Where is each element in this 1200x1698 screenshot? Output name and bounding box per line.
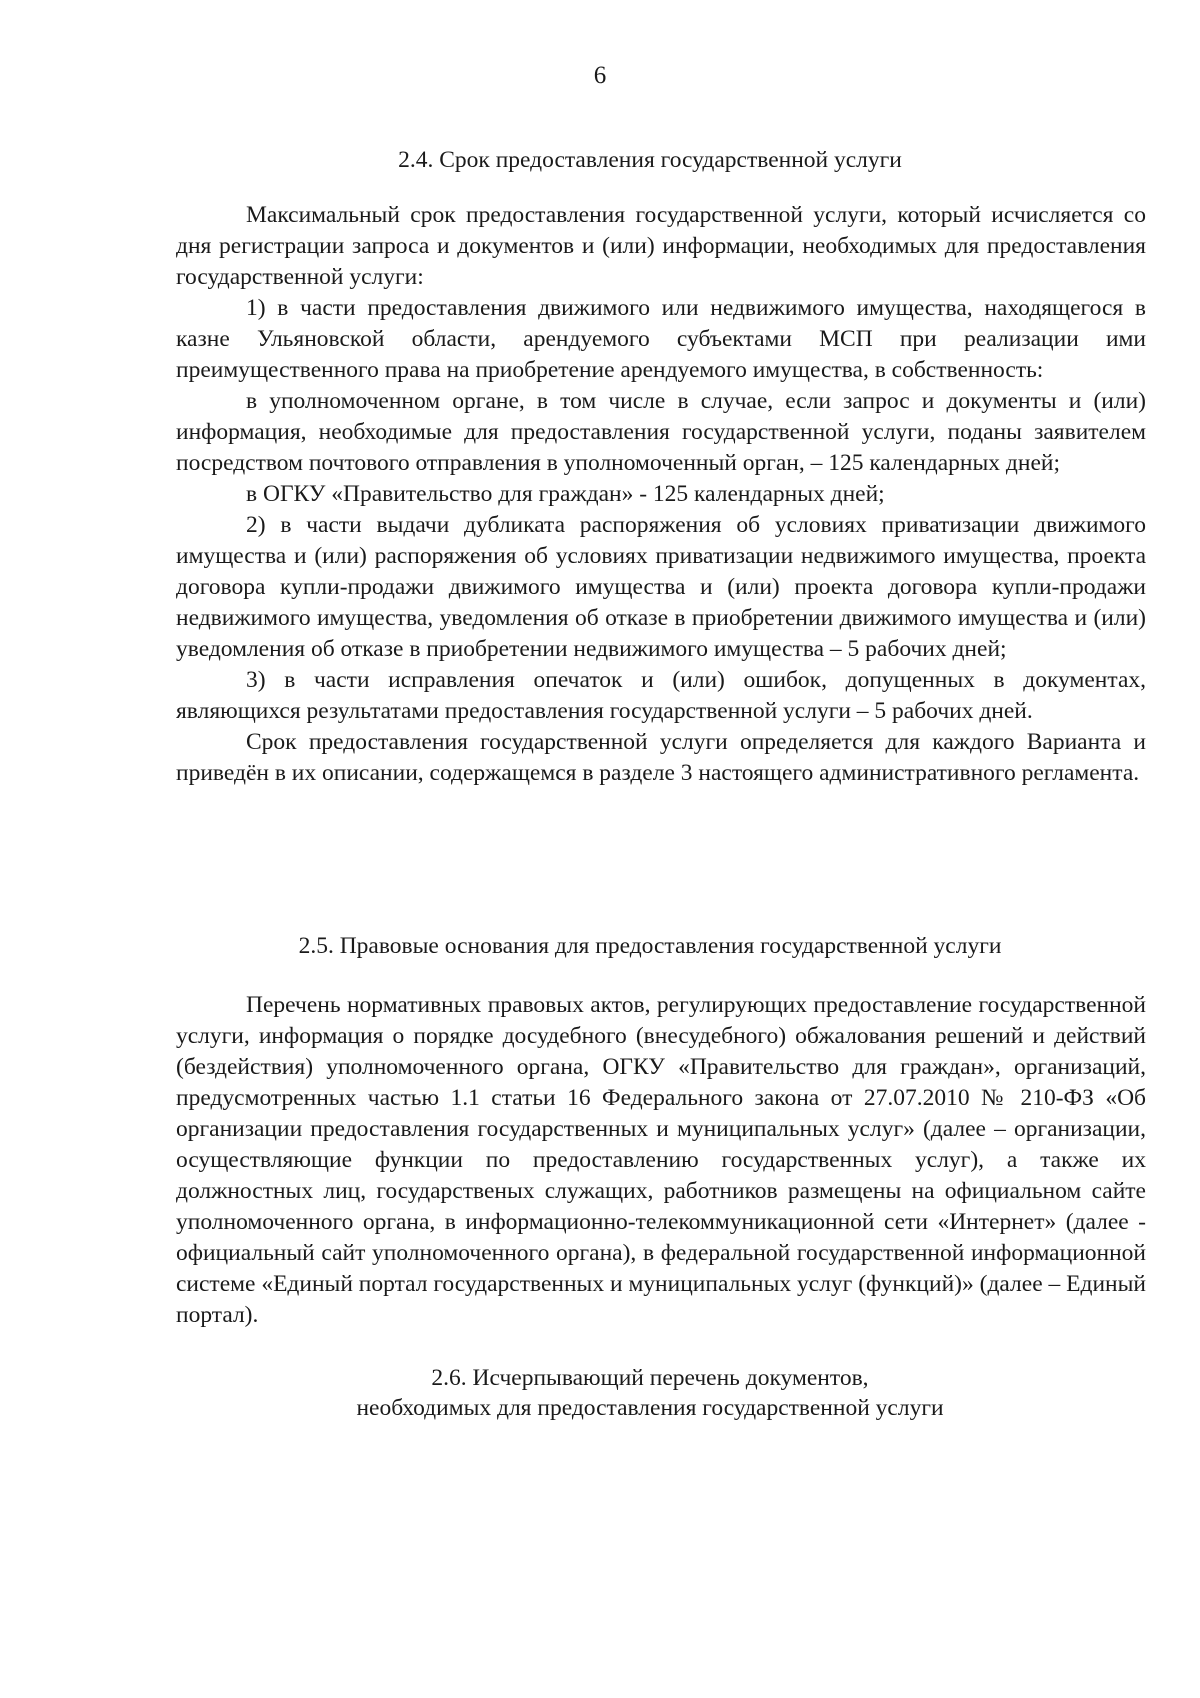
paragraph: Срок предоставления государственной услуги определяется для каждого Варианта и приведён в их описании, содержащемся в разделе 3 настоящего административного регламента. [176,729,1146,786]
section-2-5-heading: 2.5. Правовые основания для предоставления государственной услуги [298,933,1002,959]
section-2-6-heading-line-1: 2.6. Исчерпывающий перечень документов, [431,1365,869,1391]
paragraph: Максимальный срок предоставления государственной услуги, который исчисляется со дня регистрации запроса и документов и (или) информации, необходимых для предоставления государственной услуги: [176,202,1146,290]
section-2-6-heading-line-2: необходимых для предоставления государственной услуги [356,1395,944,1421]
section-2-5-body [176,990,1146,1331]
paragraph: в уполномоченном органе, в том числе в случае, если запрос и документы и (или) информация, необходимые для предоставления государственной услуги, поданы заявителем посредством почтового отправления в уполномоченный орган, – 125 календарных дней; [176,388,1146,476]
section-2-4-body [176,200,1146,789]
paragraph: 1) в части предоставления движимого или недвижимого имущества, находящегося в казне Ульяновской области, арендуемого субъектами МСП при реализации ими преимущественного права на приобретение арендуемого имущества, в собственность: [176,295,1146,383]
paragraph: 2) в части выдачи дубликата распоряжения об условиях приватизации движимого имущества и (или) распоряжения об условиях приватизации недвижимого имущества, проекта договора купли-продажи движимого имущества и (или) проекта договора купли-продажи недвижимого имущества, уведомления об отказе в приобретении движимого имущества и (или) уведомления об отказе в приобретении недвижимого имущества – 5 рабочих дней; [176,512,1146,662]
page-number: 6 [593,62,607,89]
paragraph: в ОГКУ «Правительство для граждан» - 125 календарных дней; [246,481,885,507]
paragraph: Перечень нормативных правовых актов, регулирующих предоставление государственной услуги, информация о порядке досудебного (внесудебного) обжалования решений и действий (бездействия) уполномоченного органа, ОГКУ «Правительство для граждан», организаций, предусмотренных частью 1.1 статьи 16 Федерального закона от 27.07.2010 № 210-ФЗ «Об организации предоставления государственных и муниципальных услуг» (далее – организации, осуществляющие функции по предоставлению государственных услуг), а также их должностных лиц, государственых служащих, работников размещены на официальном сайте уполномоченного органа, в информационно-телекоммуникационной сети «Интернет» (далее - официальный сайт уполномоченного органа), в федеральной государственной информационной системе «Единый портал государственных и муниципальных услуг (функций)» (далее – Единый портал). [176,992,1146,1328]
section-2-4-heading: 2.4. Срок предоставления государственной услуги [398,147,902,173]
paragraph: 3) в части исправления опечаток и (или) ошибок, допущенных в документах, являющихся результатами предоставления государственной услуги – 5 рабочих дней. [176,667,1146,724]
